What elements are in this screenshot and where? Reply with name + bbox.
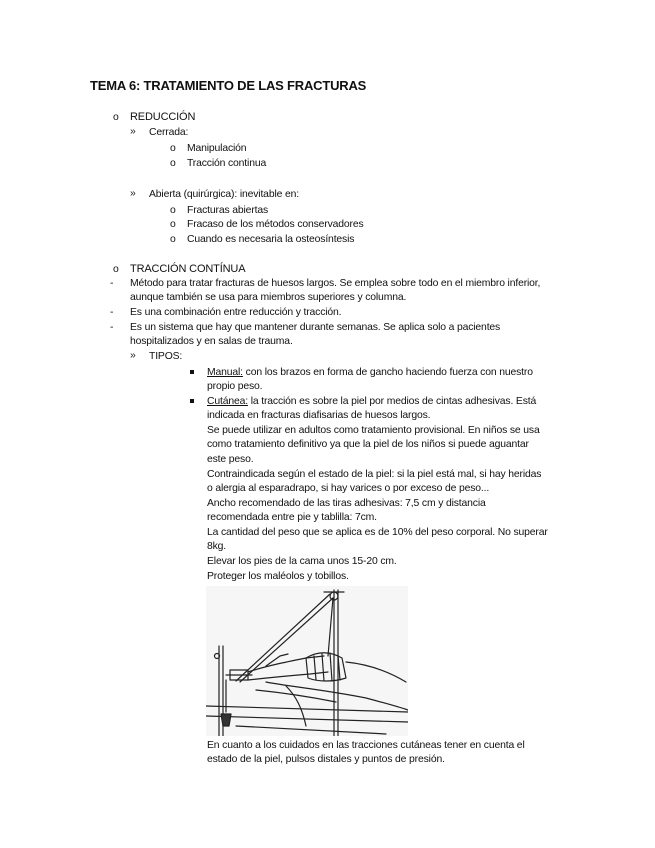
bullet-circle: o — [113, 112, 119, 123]
bullet-dash: - — [110, 322, 114, 333]
page-title: TEMA 6: TRATAMIENTO DE LAS FRACTURAS — [90, 78, 367, 93]
bullet-circle: o — [170, 219, 176, 230]
paragraph-line: Ancho recomendado de las tiras adhesivas: 7,5 cm y distancia — [207, 498, 486, 509]
bullet-chevron: » — [130, 188, 136, 199]
cutanea-line — [207, 395, 536, 409]
paragraph-line: Contraindicada según el estado de la piel: si la piel está mal, si hay heridas — [207, 469, 542, 480]
manual-text: con los brazos en forma de gancho haciendo fuerza con nuestro — [242, 367, 533, 378]
bullet-chevron: » — [130, 350, 136, 361]
list-item: Tracción continua — [187, 158, 267, 169]
list-item: Cuando es necesaria la osteosíntesis — [187, 234, 355, 245]
paragraph-line: propio peso. — [207, 381, 263, 392]
paragraph-line: Elevar los pies de la cama unos 15-20 cm. — [207, 556, 397, 567]
paragraph-line: o alergia al esparadrapo, si hay varices o por exceso de peso... — [207, 483, 490, 494]
cutanea-text: la tracción es sobre la piel por medios de cintas adhesivas. Está — [247, 396, 537, 407]
paragraph-line: La cantidad del peso que se aplica es de 10% del peso corporal. No superar — [207, 527, 548, 538]
bullet-dash: - — [110, 307, 114, 318]
bullet-circle: o — [170, 205, 176, 216]
paragraph-line: Método para tratar fracturas de huesos largos. Se emplea sobre todo en el miembro inferior, — [130, 278, 541, 289]
manual-term: Manual: — [207, 367, 243, 378]
abierta-label: Abierta (quirúrgica): inevitable en: — [149, 189, 299, 200]
bullet-square — [190, 370, 194, 374]
bullet-circle: o — [170, 143, 176, 154]
bullet-circle: o — [113, 264, 119, 275]
cutanea-term: Cutánea: — [207, 396, 248, 407]
bullet-circle: o — [170, 234, 176, 245]
paragraph-line: hospitalizados y en salas de trauma. — [130, 336, 293, 347]
paragraph-line: Se puede utilizar en adultos como tratamiento provisional. En niños se usa — [207, 425, 540, 436]
bullet-dash: - — [110, 278, 114, 289]
bullet-square — [190, 399, 194, 403]
manual-line — [207, 366, 533, 380]
cerrada-label: Cerrada: — [149, 127, 189, 138]
paragraph-line: estado de la piel, pulsos distales y puntos de presión. — [207, 754, 445, 765]
paragraph-line: este peso. — [207, 454, 254, 465]
section-traccion-heading: TRACCIÓN CONTÍNUA — [130, 263, 246, 275]
list-item: Fracaso de los métodos conservadores — [187, 219, 364, 230]
paragraph-line: 8kg. — [207, 541, 227, 552]
bullet-circle: o — [170, 158, 176, 169]
paragraph-line: recomendada entre pie y tablilla: 7cm. — [207, 512, 377, 523]
list-item: Fracturas abiertas — [187, 205, 269, 216]
paragraph-line: aunque también se usa para miembros superiores y columna. — [130, 292, 407, 303]
skin-traction-illustration — [206, 586, 408, 736]
paragraph-line: En cuanto a los cuidados en las tracciones cutáneas tener en cuenta el — [207, 740, 525, 751]
paragraph-line: indicada en fracturas diafisarias de huesos largos. — [207, 410, 431, 421]
section-reduccion-heading: REDUCCIÓN — [130, 111, 196, 123]
paragraph-line: Es un sistema que hay que mantener durante semanas. Se aplica solo a pacientes — [130, 322, 501, 333]
paragraph-line: Proteger los maléolos y tobillos. — [207, 571, 349, 582]
paragraph-line: como tratamiento definitivo ya que la piel de los niños si puede aguantar — [207, 439, 529, 450]
list-item: Manipulación — [187, 143, 247, 154]
paragraph-line: Es una combinación entre reducción y tracción. — [130, 307, 342, 318]
tipos-label: TIPOS: — [149, 351, 183, 362]
bullet-chevron: » — [130, 126, 136, 137]
